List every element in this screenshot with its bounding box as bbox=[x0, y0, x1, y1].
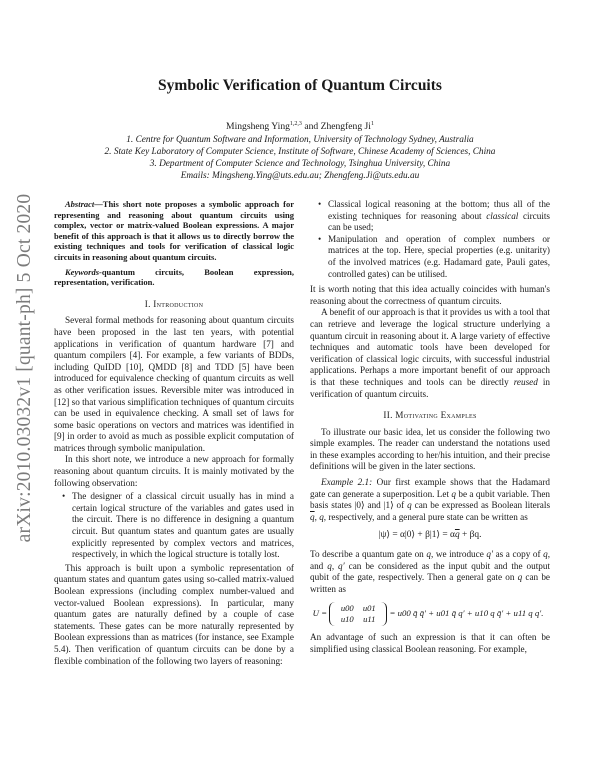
list-item: • The designer of a classical circuit usually has in mind a certain logical structure of the variables and gates used in the circuit. There is no difference in designing a quantum circuit. But quantum states and quantum gates are usually explicitly represented by complex vectors and matrices, respectively, in which the logical structure is totally lost. bbox=[62, 491, 294, 560]
abstract: Abstract—This short note proposes a symbolic approach for representing and reasoning about quantum circuits using complex, vector or matrix-valued Boolean expressions. A major benefit of this approach is that it allows us to directly borrow the existing techniques and tools for verification of classical logic circuits in reasoning about quantum circuits. bbox=[54, 199, 294, 262]
list-item: • Classical logical reasoning at the bottom; thus all of the existing techniques for reasoning about classical circuits can be used; bbox=[318, 199, 550, 233]
right-paragraph-2: A benefit of our approach is that it provides us with a tool that can retrieve and leverage the logical structure underlying a quantum circuit in reasoning about it. A large variety of effective techniques and automatic tools have been developed for verification of classical logic circuits, with successful industrial applications. Perhaps a more important benefit of our approach is that these techniques and tools can be directly reused in verification of quantum circuits. bbox=[310, 307, 550, 399]
paper-title: Symbolic Verification of Quantum Circuits bbox=[158, 77, 442, 94]
affiliation-2: 2. State Key Laboratory of Computer Science, Institute of Software, Chinese Academy of Sciences, China bbox=[104, 147, 496, 157]
equation-gate: U = u00 u01 u10 u11 = u00 q̄ q̄′ + u01 q̄ q′ + u10 q q̄′ + u11 q q′. bbox=[312, 603, 544, 625]
final-paragraph: An advantage of such an expression is that it can often be simplified using classical Boolean reasoning. For example, bbox=[310, 632, 550, 654]
bullet-icon: • bbox=[318, 233, 322, 244]
intro-paragraph-2: In this short note, we introduce a new approach for formally reasoning about quantum circuits. It is mainly motivated by the following observation: bbox=[54, 454, 294, 488]
affiliation-1: 1. Centre for Quantum Software and Information, University of Technology Sydney, Australia bbox=[126, 135, 474, 145]
keywords: Keywords-quantum circuits, Boolean expression, representation, verification. bbox=[54, 266, 294, 288]
example-2-1: Example 2.1: Our first example shows that the Hadamard gate can generate a superposition. Let q be a qubit variable. Then basis states |0⟩ and |1⟩ of q can be expressed as Boolean literals $\overline{q}$, q, respectively, and a general pure state can be written as bbox=[310, 477, 551, 522]
emails: Emails: Mingsheng.Ying@uts.edu.au; Zhengfeng.Ji@uts.edu.au bbox=[180, 171, 420, 181]
reasoning-layers-list bbox=[310, 199, 550, 280]
intro-paragraph-1: Several formal methods for reasoning about quantum circuits have been proposed in the last ten years, with potential applications in verification of quantum hardware [7] and quantum compilers [4]. For example, a few variants of BDDs, including QuIDD [10], QMDD [8] and TDD [5] have been introduced for equivalence checking of quantum circuits as well as other verification issues. Reversible miter was introduced in [12] so that various simplification techniques of quantum circuits can be used in equivalence checking. A small set of laws for some basic operations on vectors and matrices was identified in [9] in order to avoid as much as possible explicit computation of matrices through symbolic manipulation. bbox=[54, 315, 294, 453]
left-column bbox=[54, 199, 294, 667]
unitary-matrix: u00 u01 u10 u11 bbox=[329, 602, 387, 626]
section-2-heading: II. Motivating Examples bbox=[383, 410, 477, 421]
authors: Mingsheng Ying$^{1,2,3}$ and Zhengfeng Ji$^1$ bbox=[226, 121, 374, 133]
section-1-heading: I. Introduction bbox=[144, 298, 204, 309]
bullet-icon: • bbox=[62, 491, 66, 502]
intro-bullet-list bbox=[54, 491, 294, 561]
right-column bbox=[310, 199, 550, 656]
gate-paragraph: To describe a quantum gate on q, we introduce q′ as a copy of q, and q, q′ can be considered as the input qubit and the output qubit of the gate, respectively. Then a general gate on q can be written as bbox=[310, 549, 551, 594]
right-paragraph-1: It is worth noting that this idea actually coincides with human's reasoning about the correctness of quantum circuits. bbox=[310, 284, 550, 306]
bullet-icon: • bbox=[318, 199, 322, 209]
arxiv-stamp: arXiv:2010.03032v1 [quant-ph] 5 Oct 2020 bbox=[14, 193, 35, 543]
section-2-paragraph: To illustrate our basic idea, let us consider the following two simple examples. The reader can understand the notations used in these examples according to her/his intuition, and their precise definitions will be given in the later sections. bbox=[310, 426, 550, 472]
affiliation-3: 3. Department of Computer Science and Technology, Tsinghua University, China bbox=[149, 159, 451, 169]
intro-paragraph-3: This approach is built upon a symbolic representation of quantum states and quantum gates using so-called matrix-valued Boolean expressions (including complex number-valued and vector-valued Boolean expressions). In particular, many quantum gates are naturally defined by a couple of case statements. These gates can be more naturally represented by Boolean expressions than as matrices (for instance, see Example 5.4). Then verification of quantum circuits can be done by a flexible combination of the following two layers of reasoning: bbox=[54, 562, 294, 666]
list-item: • Manipulation and operation of complex numbers or matrices at the top. Here, special properties (e.g. unitarity) of the involved matrices (e.g. Hadamard gate, Pauli gates, controlled gates) can be utilised. bbox=[318, 233, 550, 279]
equation-state: |ψ⟩ = α|0⟩ + β|1⟩ = $\alpha\overline{q} + \beta q$. bbox=[378, 530, 482, 541]
